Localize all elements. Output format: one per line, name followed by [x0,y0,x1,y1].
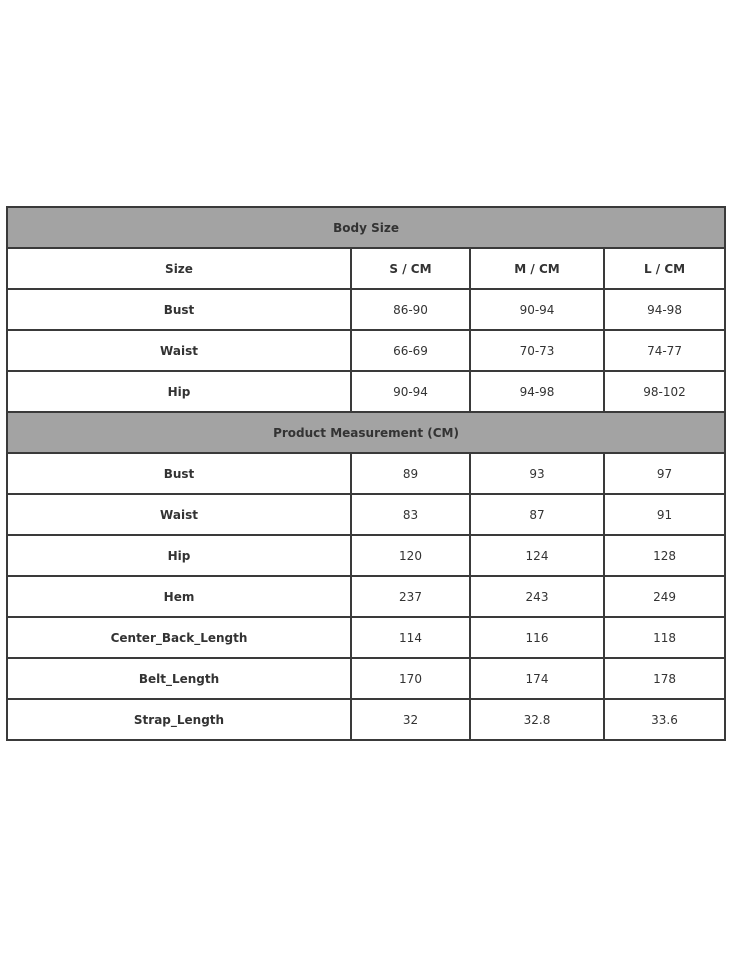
cell-m: 174 [470,658,604,699]
cell-l: 128 [604,535,725,576]
cell-m: 87 [470,494,604,535]
product-measurement-title: Product Measurement (CM) [7,412,725,453]
cell-s: 66-69 [351,330,470,371]
row-label: Center_Back_Length [7,617,351,658]
cell-l: 98-102 [604,371,725,412]
row-label: Strap_Length [7,699,351,740]
size-header-row [7,248,725,289]
header-l-cm: L / CM [604,248,725,289]
row-label: Hem [7,576,351,617]
cell-l: 94-98 [604,289,725,330]
cell-l: 74-77 [604,330,725,371]
header-s-cm: S / CM [351,248,470,289]
cell-l: 33.6 [604,699,725,740]
row-label: Waist [7,330,351,371]
cell-m: 94-98 [470,371,604,412]
row-label: Bust [7,453,351,494]
cell-l: 178 [604,658,725,699]
cell-s: 90-94 [351,371,470,412]
table-row [7,494,725,535]
cell-m: 70-73 [470,330,604,371]
cell-s: 170 [351,658,470,699]
table-row [7,699,725,740]
cell-m: 93 [470,453,604,494]
cell-m: 116 [470,617,604,658]
cell-s: 120 [351,535,470,576]
table-row [7,289,725,330]
cell-s: 83 [351,494,470,535]
body-size-title: Body Size [7,207,725,248]
cell-s: 86-90 [351,289,470,330]
row-label: Bust [7,289,351,330]
cell-s: 32 [351,699,470,740]
table-row [7,576,725,617]
row-label: Belt_Length [7,658,351,699]
header-size: Size [7,248,351,289]
cell-m: 243 [470,576,604,617]
row-label: Hip [7,371,351,412]
cell-l: 249 [604,576,725,617]
cell-l: 97 [604,453,725,494]
cell-m: 124 [470,535,604,576]
table-row [7,658,725,699]
header-m-cm: M / CM [470,248,604,289]
body-size-section-row [7,207,725,248]
cell-l: 118 [604,617,725,658]
cell-l: 91 [604,494,725,535]
row-label: Waist [7,494,351,535]
cell-m: 32.8 [470,699,604,740]
product-measurement-section-row [7,412,725,453]
table-row [7,617,725,658]
table-row [7,371,725,412]
cell-s: 114 [351,617,470,658]
cell-s: 237 [351,576,470,617]
cell-s: 89 [351,453,470,494]
row-label: Hip [7,535,351,576]
table-row [7,453,725,494]
size-chart-table [6,206,726,741]
table-row [7,330,725,371]
cell-m: 90-94 [470,289,604,330]
table-row [7,535,725,576]
